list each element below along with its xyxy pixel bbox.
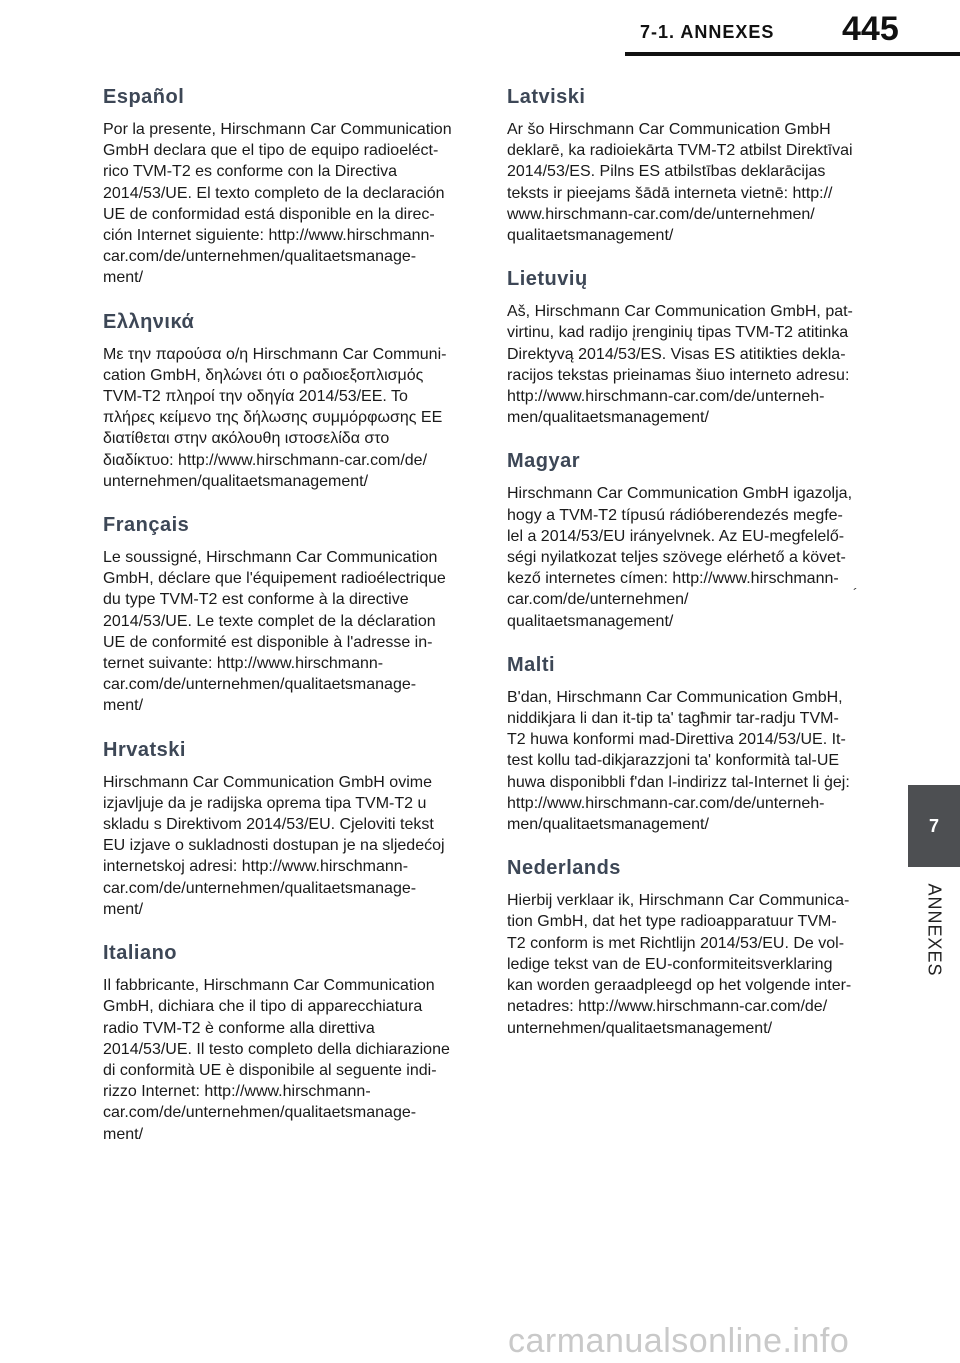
declaration-lietuviu [507, 268, 867, 428]
right-column [507, 86, 867, 1061]
section-body: Le soussigné, Hirschmann Car Communication GmbH, déclare que l'équipement radioélectrique du type TVM-T2 est conforme à la directive 2014/53/UE. Le texte complet de la déclaration UE de conformité est disponible à l'adresse in- ternet suivante: http://www.hirschmann- car.com/de/unternehmen/qualitaetsmanage- ment/ [103, 549, 446, 715]
section-heading: Latviski [507, 86, 586, 108]
left-column [103, 86, 463, 1167]
section-heading: Italiano [103, 942, 178, 965]
section-heading: Malti [507, 653, 556, 676]
section-heading: Español [103, 86, 185, 108]
section-body: Il fabbricante, Hirschmann Car Communication GmbH, dichiara che il tipo di apparecchiatura radio TVM-T2 è conforme alla direttiva 2014/53/UE. Il testo completo della dichiarazione di conformità UE è disponibile al seguente indi- rizzo Internet: http://www.hirschmann- car.com/de/unternehmen/qualitaetsmanage- ment/ [103, 977, 450, 1143]
stray-mark: ´ [853, 585, 858, 601]
chapter-tab: 7 [908, 785, 960, 867]
declaration-hrvatski [103, 739, 463, 920]
declaration-italiano [103, 942, 463, 1145]
section-heading: Magyar [507, 450, 581, 473]
section-heading: Hrvatski [103, 738, 186, 761]
watermark: carmanualsonline.info [508, 1322, 850, 1360]
section-heading: Ελληνικά [103, 310, 195, 333]
section-body: B'dan, Hirschmann Car Communication GmbH, niddikjara li dan it-tip ta' tagħmir tar-radju TVM- T2 huwa konformi mad-Direttiva 2014/53/UE. It- test kollu tad-dikjarazzjoni ta' konformità tal-UE huwa disponibbli f'dan l-indirizz tal-Internet li ġej: http://www.hirschmann-car.com/de/unterneh- men/qualitaetsmanagement/ [507, 688, 850, 834]
section-body: Aš, Hirschmann Car Communication GmbH, pat- virtinu, kad radijo įrenginių tipas TVM-T2 atitinka Direktyvą 2014/53/ES. Visas ES atitikties dekla- racijos tekstas prieinamas šiuo interneto adresu: http://www.hirschmann-car.com/de/unterneh- men/qualitaetsmanagement/ [507, 303, 853, 427]
section-body: Hirschmann Car Communication GmbH igazolja, hogy a TVM-T2 típusú rádióberendezés megfe- lel a 2014/53/EU irányelvnek. Az EU-megfelelő- ségi nyilatkozat teljes szövege elérhető a követ- kező internetes címen: http://www.hirschmann- car.com/de/unternehmen/ qualitaetsmanagement/ [507, 485, 853, 630]
section-body: Με την παρούσα ο/η Hirschmann Car Communi- cation GmbH, δηλώνει ότι ο ραδιοεξοπλισμός TVM-T2 πληροί την οδηγία 2014/53/ΕΕ. Το πλήρες κείμενο της δήλωσης συμμόρφωσης ΕΕ διατίθεται στην ακόλουθη ιστοσελίδα στο διαδίκτυο: http://www.hirschmann-car.com/de/ unternehmen/qualitaetsmanagement/ [103, 345, 447, 490]
declaration-francais [103, 514, 463, 717]
section-heading: Lietuvių [507, 268, 588, 291]
section-heading: Nederlands [507, 857, 621, 880]
section-heading: Français [103, 514, 190, 537]
section-body: Hirschmann Car Communication GmbH ovime izjavljuje da je radijska oprema tipa TVM-T2 u skladu s Direktivom 2014/53/EU. Cjeloviti tekst EU izjave o sukladnosti dostupan je na sljedećoj internetskoj adresi: http://www.hirschmann- car.com/de/unternehmen/qualitaetsmanage- ment/ [103, 773, 445, 918]
chapter-label: ANNEXES [924, 883, 945, 977]
section-body: Hierbij verklaar ik, Hirschmann Car Communica- tion GmbH, dat het type radioapparatuur TVM- T2 conform is met Richtlijn 2014/53/EU. De vol- ledige tekst van de EU-conformiteitsverklaring kan worden geraadpleegd op het volgende inter- netadres: http://www.hirschmann-car.com/de/ unternehmen/qualitaetsmanagement/ [507, 892, 852, 1037]
page-number: 445 [842, 10, 899, 48]
declaration-espanol [103, 86, 463, 289]
section-body: Ar šo Hirschmann Car Communication GmbH deklarē, ka radioiekārta TVM-T2 atbilst Direktīvai 2014/53/ES. Pilns ES atbilstības deklarācijas teksts ir pieejams šādā interneta vietnē: http:// www.hirschmann-car.com/de/unternehmen/ qualitaetsmanagement/ [507, 121, 853, 245]
section-title: 7-1. ANNEXES [640, 22, 775, 42]
declaration-magyar [507, 450, 867, 631]
declaration-latviski [507, 86, 867, 246]
declaration-nederlands [507, 857, 867, 1038]
declaration-malti [507, 654, 867, 835]
declaration-ellinika [103, 311, 463, 492]
section-body: Por la presente, Hirschmann Car Communication GmbH declara que el tipo de equipo radioeléct- rico TVM-T2 es conforme con la Directiva 2014/53/UE. El texto completo de la declaración UE de conformidad está disponible en la direc- ción Internet siguiente: http://www.hirschmann- car.com/de/unternehmen/qualitaetsmanage- ment/ [103, 121, 452, 287]
header-rule [625, 52, 960, 56]
